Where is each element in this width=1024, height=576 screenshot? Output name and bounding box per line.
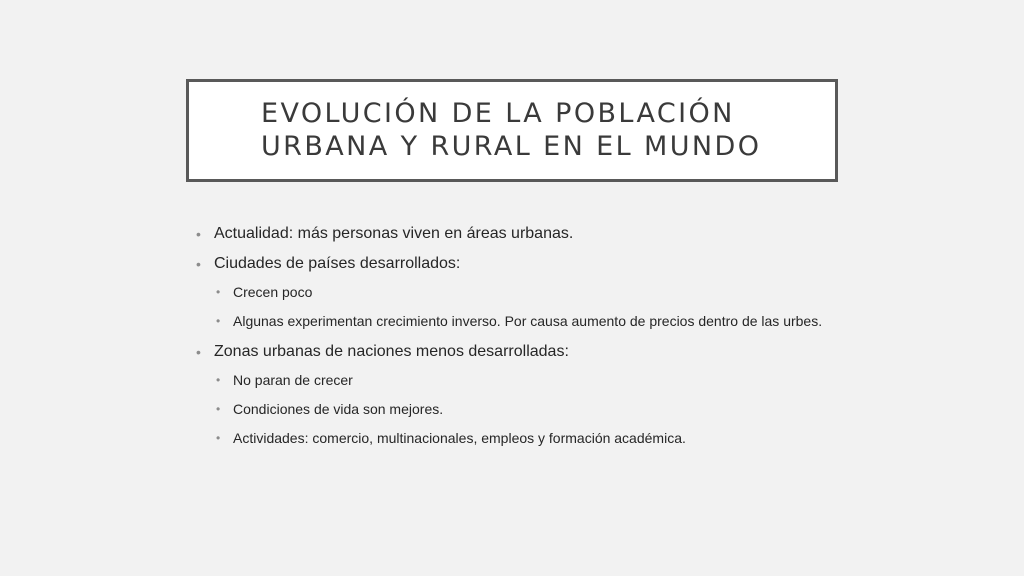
bullet-icon: • — [196, 226, 201, 242]
sub-list-item — [216, 284, 833, 301]
bullet-icon: • — [216, 285, 221, 299]
list-item — [196, 342, 836, 362]
slide-title-line-1: EVOLUCIÓN DE LA POBLACIÓN — [261, 98, 735, 129]
bullet-icon: • — [196, 344, 201, 360]
sub-list-item-text: Algunas experimentan crecimiento inverso. Por causa aumento de precios dentro de las urbes. — [233, 313, 823, 329]
sub-list-item — [216, 401, 833, 418]
list-item-text: Zonas urbanas de naciones menos desarrolladas: — [214, 343, 569, 360]
slide-title — [261, 97, 821, 163]
sub-list-item — [216, 430, 833, 447]
sub-list-item-text: Actividades: comercio, multinacionales, empleos y formación académica. — [233, 430, 686, 446]
list-item — [196, 254, 836, 274]
bullet-icon: • — [216, 431, 221, 445]
sub-list-item — [216, 372, 833, 389]
bullet-list — [196, 224, 836, 459]
bullet-icon: • — [216, 402, 221, 416]
slide-title-line-2: URBANA Y RURAL EN EL MUNDO — [261, 131, 762, 162]
bullet-icon: • — [216, 314, 221, 328]
sub-list-item-text: Condiciones de vida son mejores. — [233, 401, 444, 417]
sub-list-item-text: Crecen poco — [233, 284, 313, 300]
bullet-icon: • — [196, 256, 201, 272]
list-item — [196, 224, 836, 244]
title-box — [186, 79, 838, 182]
list-item-text: Ciudades de países desarrollados: — [214, 255, 461, 272]
sub-list-item-text: No paran de crecer — [233, 372, 353, 388]
bullet-icon: • — [216, 373, 221, 387]
sub-list-item — [216, 313, 833, 330]
list-item-text: Actualidad: más personas viven en áreas urbanas. — [214, 225, 574, 242]
